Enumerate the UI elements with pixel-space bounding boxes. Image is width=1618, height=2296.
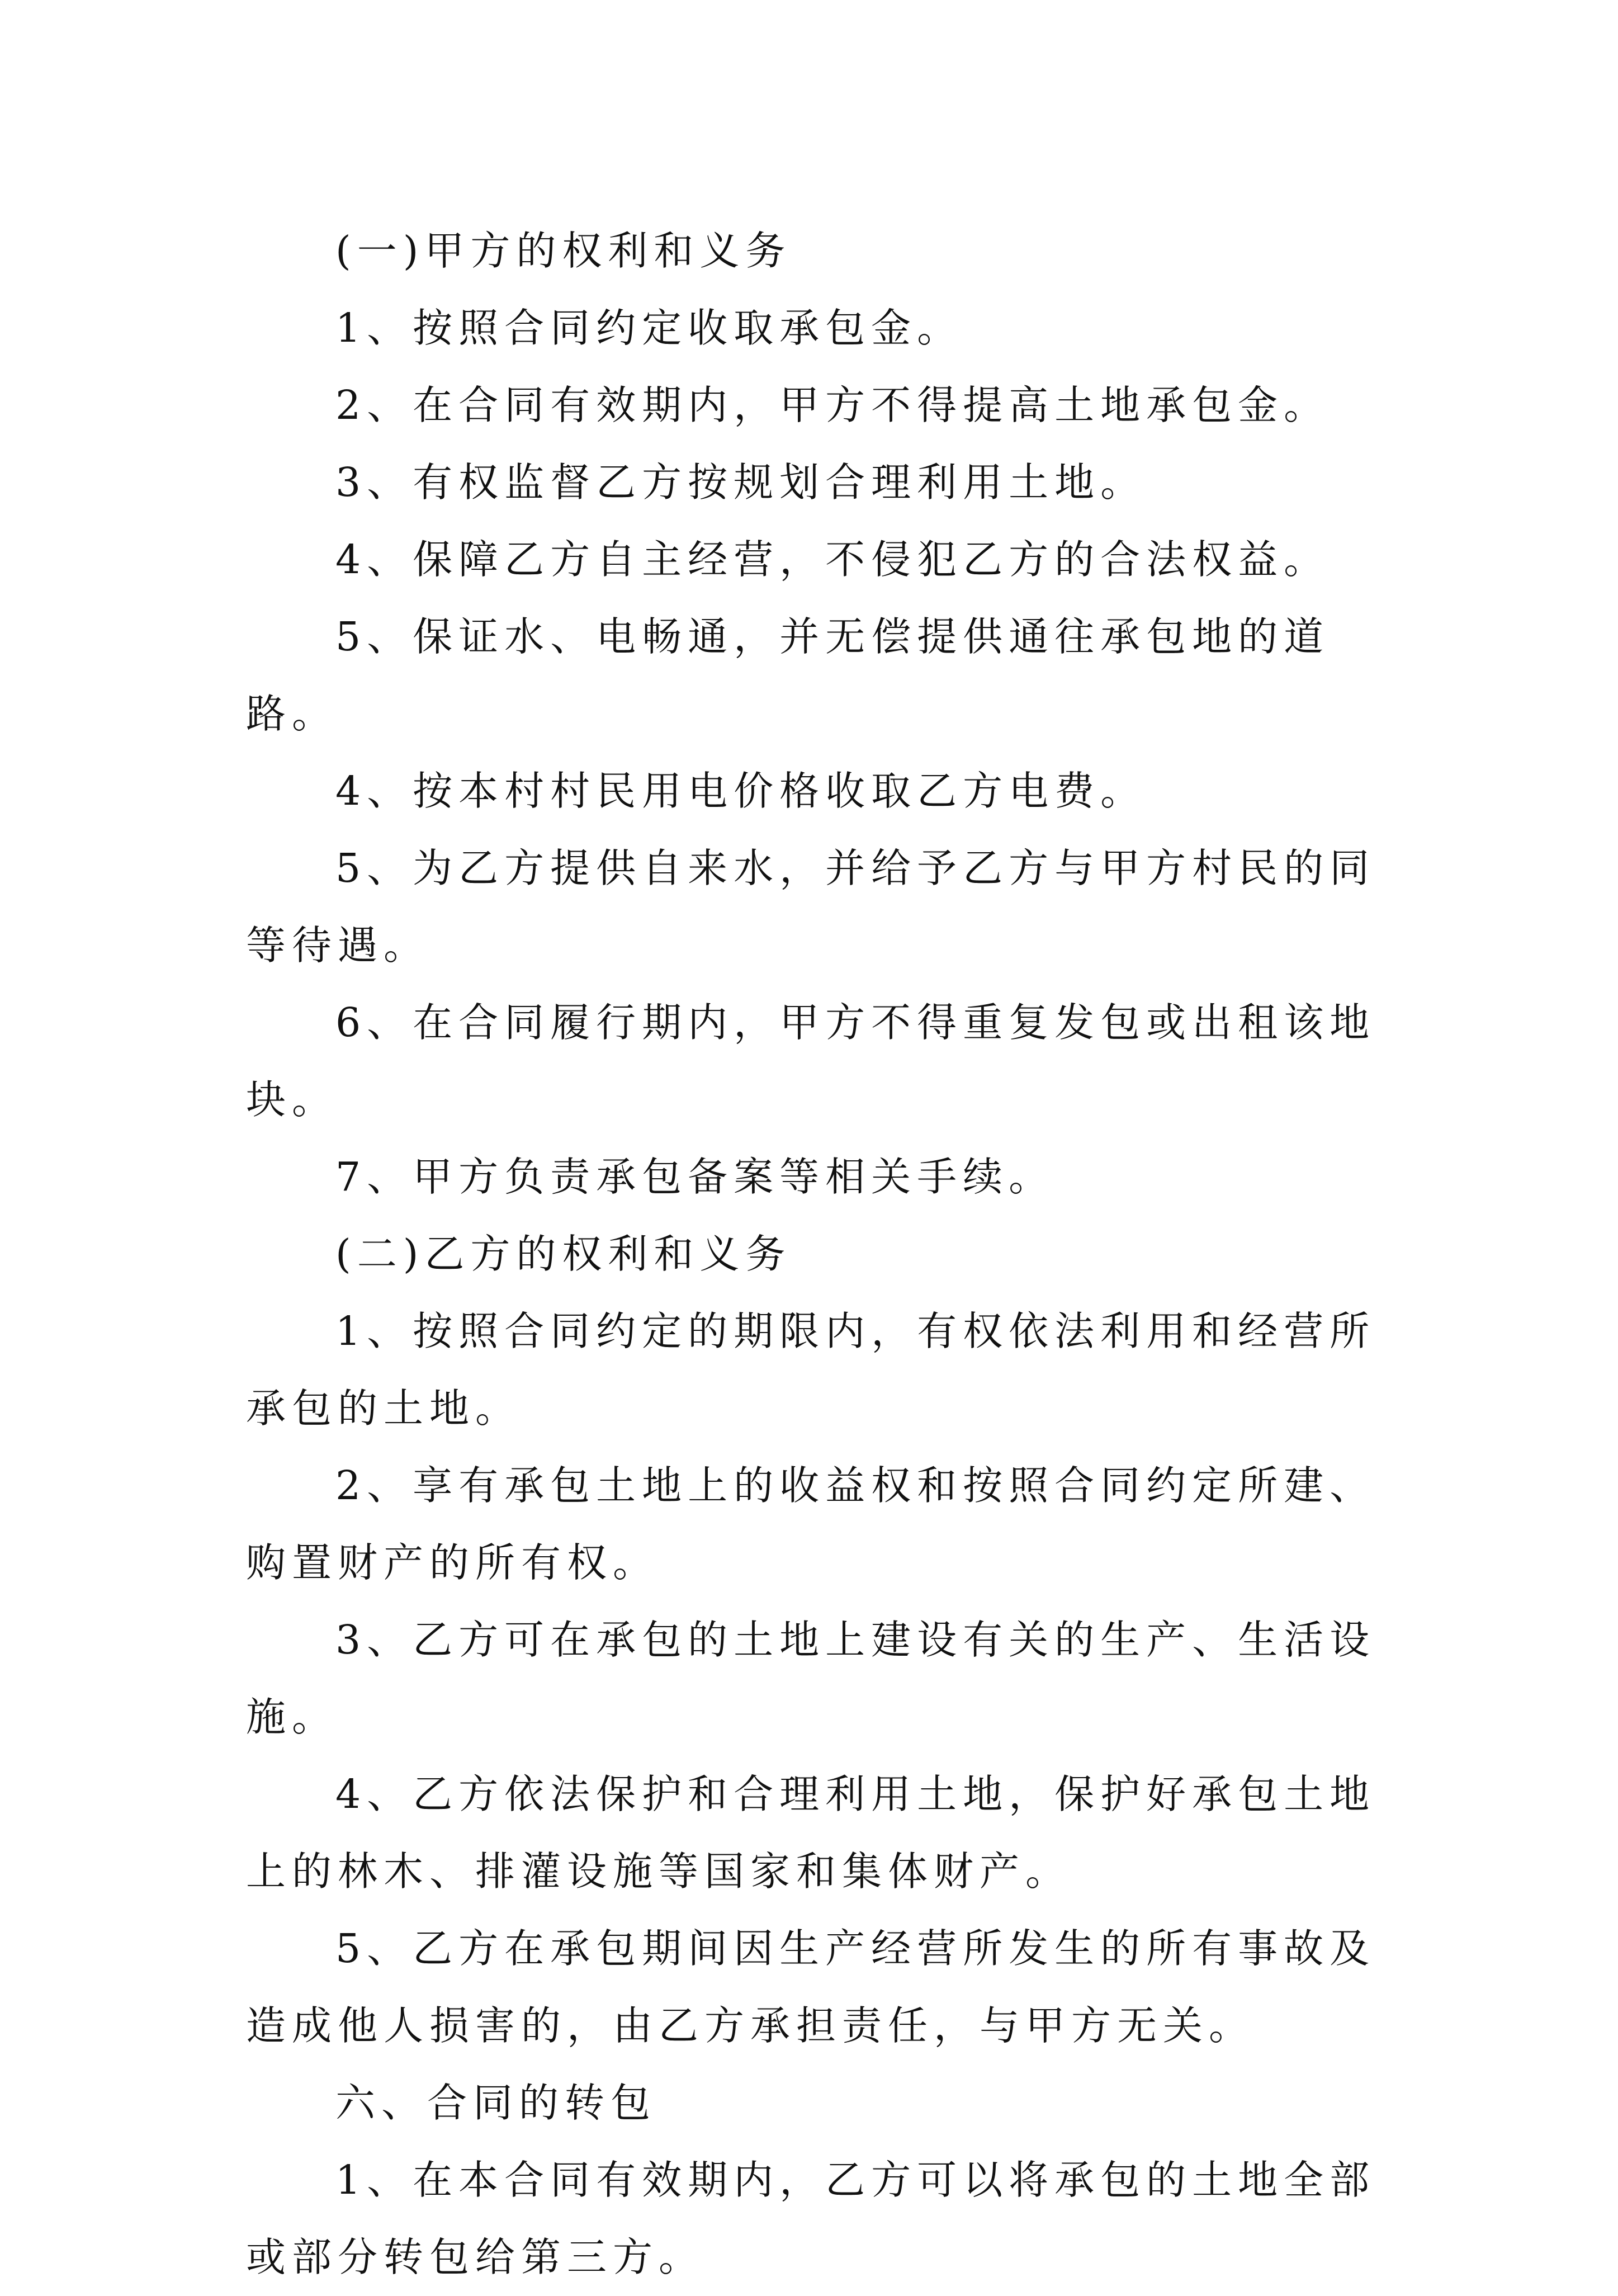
clause-paragraph: 5、乙方在承包期间因生产经营所发生的所有事故及造成他人损害的，由乙方承担责任，与甲方无关。 bbox=[246, 1925, 1376, 2049]
clause-paragraph: 7、甲方负责承包备案等相关手续。 bbox=[335, 1154, 1055, 1200]
clause-paragraph: 4、保障乙方自主经营，不侵犯乙方的合法权益。 bbox=[335, 536, 1330, 583]
clause-paragraph: 4、按本村村民用电价格收取乙方电费。 bbox=[335, 768, 1147, 814]
clause-paragraph: 4、乙方依法保护和合理利用土地，保护好承包土地上的林木、排灌设施等国家和集体财产。 bbox=[246, 1771, 1376, 1895]
clause-paragraph: 1、按照合同约定的期限内，有权依法利用和经营所承包的土地。 bbox=[246, 1308, 1376, 1432]
section-heading-party-a: (一)甲方的权利和义务 bbox=[335, 228, 792, 274]
clause-paragraph: 5、为乙方提供自来水，并给予乙方与甲方村民的同等待遇。 bbox=[246, 845, 1376, 969]
clause-paragraph: 3、有权监督乙方按规划合理利用土地。 bbox=[335, 459, 1147, 506]
clause-paragraph: 5、保证水、电畅通，并无偿提供通往承包地的道路。 bbox=[246, 613, 1330, 737]
clause-paragraph: 1、按照合同约定收取承包金。 bbox=[335, 305, 963, 351]
section-heading-party-b: (二)乙方的权利和义务 bbox=[335, 1231, 792, 1277]
document-body bbox=[246, 212, 1409, 2296]
clause-paragraph: 3、乙方可在承包的土地上建设有关的生产、生活设施。 bbox=[246, 1617, 1376, 1740]
clause-paragraph: 2、在合同有效期内，甲方不得提高土地承包金。 bbox=[335, 382, 1330, 428]
section-heading-subcontracting: 六、合同的转包 bbox=[335, 2080, 657, 2126]
clause-paragraph: 6、在合同履行期内，甲方不得重复发包或出租该地块。 bbox=[246, 999, 1376, 1123]
clause-paragraph: 1、在本合同有效期内，乙方可以将承包的土地全部或部分转包给第三方。 bbox=[246, 2157, 1376, 2280]
clause-paragraph: 2、享有承包土地上的收益权和按照合同约定所建、购置财产的所有权。 bbox=[246, 1462, 1376, 1586]
